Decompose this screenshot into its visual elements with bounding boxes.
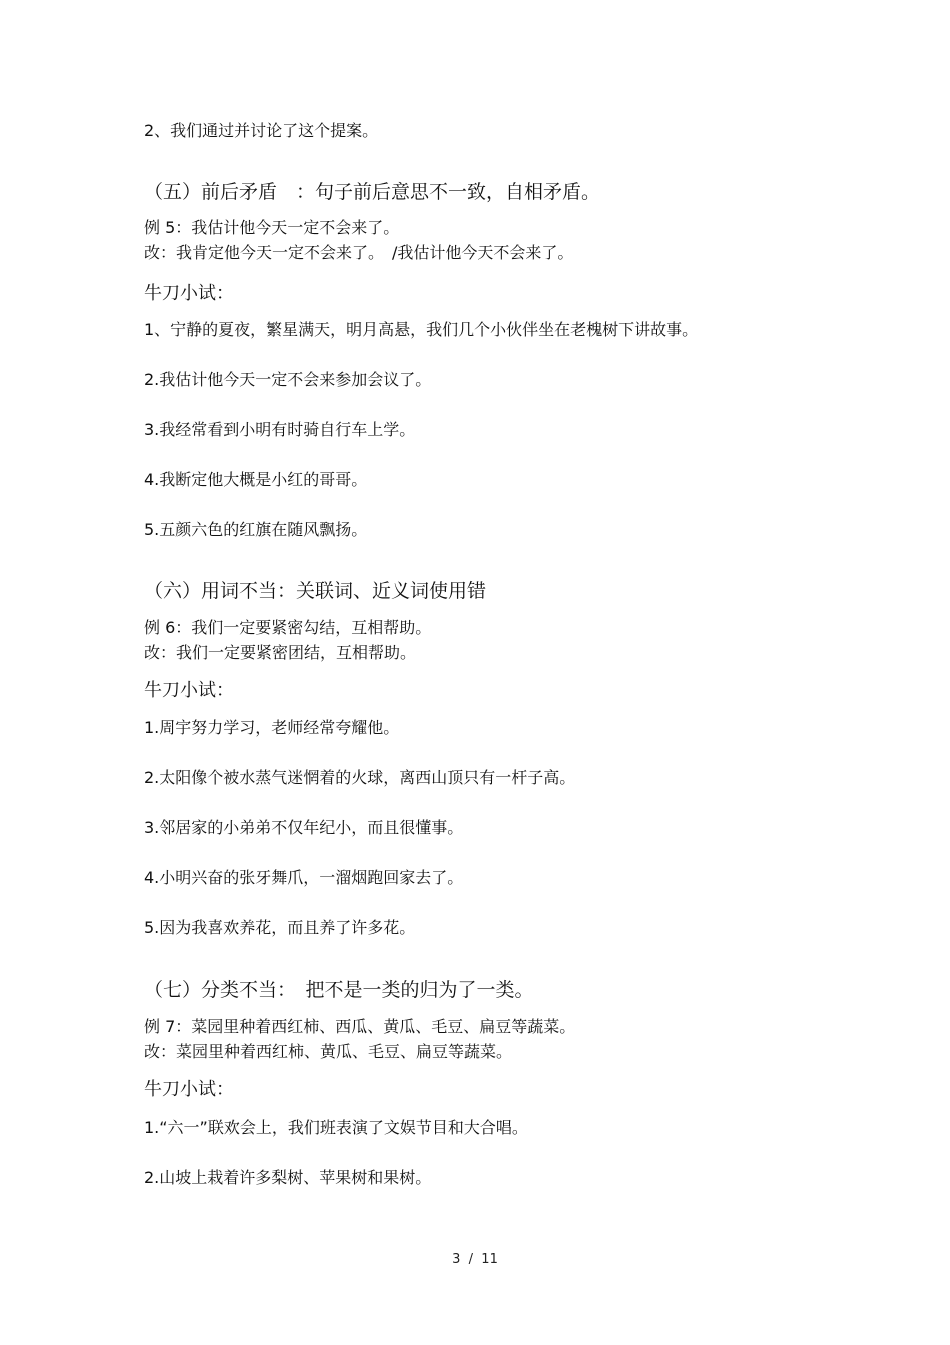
section-7-practice-item: 2.山坡上栽着许多梨树、苹果树和果树。 (144, 1168, 432, 1187)
section-5-practice-item: 1、宁静的夏夜，繁星满天，明月高悬，我们几个小伙伴坐在老槐树下讲故事。 (144, 320, 699, 339)
section-5-practice-item: 5.五颜六色的红旗在随风飘扬。 (144, 520, 368, 539)
section-7-practice-item: 1.“六一”联欢会上，我们班表演了文娱节目和大合唱。 (144, 1118, 528, 1137)
section-5-correction: 改：我肯定他今天一定不会来了。 /我估计他今天不会来了。 (144, 243, 574, 262)
section-5-example: 例 5：我估计他今天一定不会来了。 (144, 218, 400, 237)
section-5-practice-item: 3.我经常看到小明有时骑自行车上学。 (144, 420, 416, 439)
section-6-correction: 改：我们一定要紧密团结，互相帮助。 (144, 643, 417, 662)
section-6-example: 例 6：我们一定要紧密勾结，互相帮助。 (144, 618, 432, 637)
section-6-practice-item: 1.周宇努力学习，老师经常夸耀他。 (144, 718, 400, 737)
section-6-practice-item: 5.因为我喜欢养花，而且养了许多花。 (144, 918, 416, 937)
section-6-practice-item: 4.小明兴奋的张牙舞爪，一溜烟跑回家去了。 (144, 868, 464, 887)
section-5-practice-item: 2.我估计他今天一定不会来参加会议了。 (144, 370, 432, 389)
section-6-practice-label: 牛刀小试： (144, 680, 234, 701)
section-7-heading: （七）分类不当： 把不是一类的归为了一类。 (144, 979, 534, 1001)
section-7-correction: 改：菜园里种着西红柿、黄瓜、毛豆、扁豆等蔬菜。 (144, 1042, 513, 1061)
section-6-practice-item: 2.太阳像个被水蒸气迷惘着的火球，离西山顶只有一杆子高。 (144, 768, 576, 787)
intro-item-2: 2、我们通过并讨论了这个提案。 (144, 121, 379, 140)
section-5-practice-item: 4.我断定他大概是小红的哥哥。 (144, 470, 368, 489)
section-7-example: 例 7：菜园里种着西红柿、西瓜、黄瓜、毛豆、扁豆等蔬菜。 (144, 1017, 576, 1036)
section-5-heading: （五）前后矛盾 ：句子前后意思不一致，自相矛盾。 (144, 181, 601, 203)
section-6-practice-item: 3.邻居家的小弟弟不仅年纪小，而且很懂事。 (144, 818, 464, 837)
section-7-practice-label: 牛刀小试： (144, 1079, 234, 1100)
section-5-practice-label: 牛刀小试： (144, 283, 234, 304)
page-number: 3 / 11 (452, 1252, 498, 1267)
section-6-heading: （六）用词不当：关联词、近义词使用错 (144, 580, 487, 602)
